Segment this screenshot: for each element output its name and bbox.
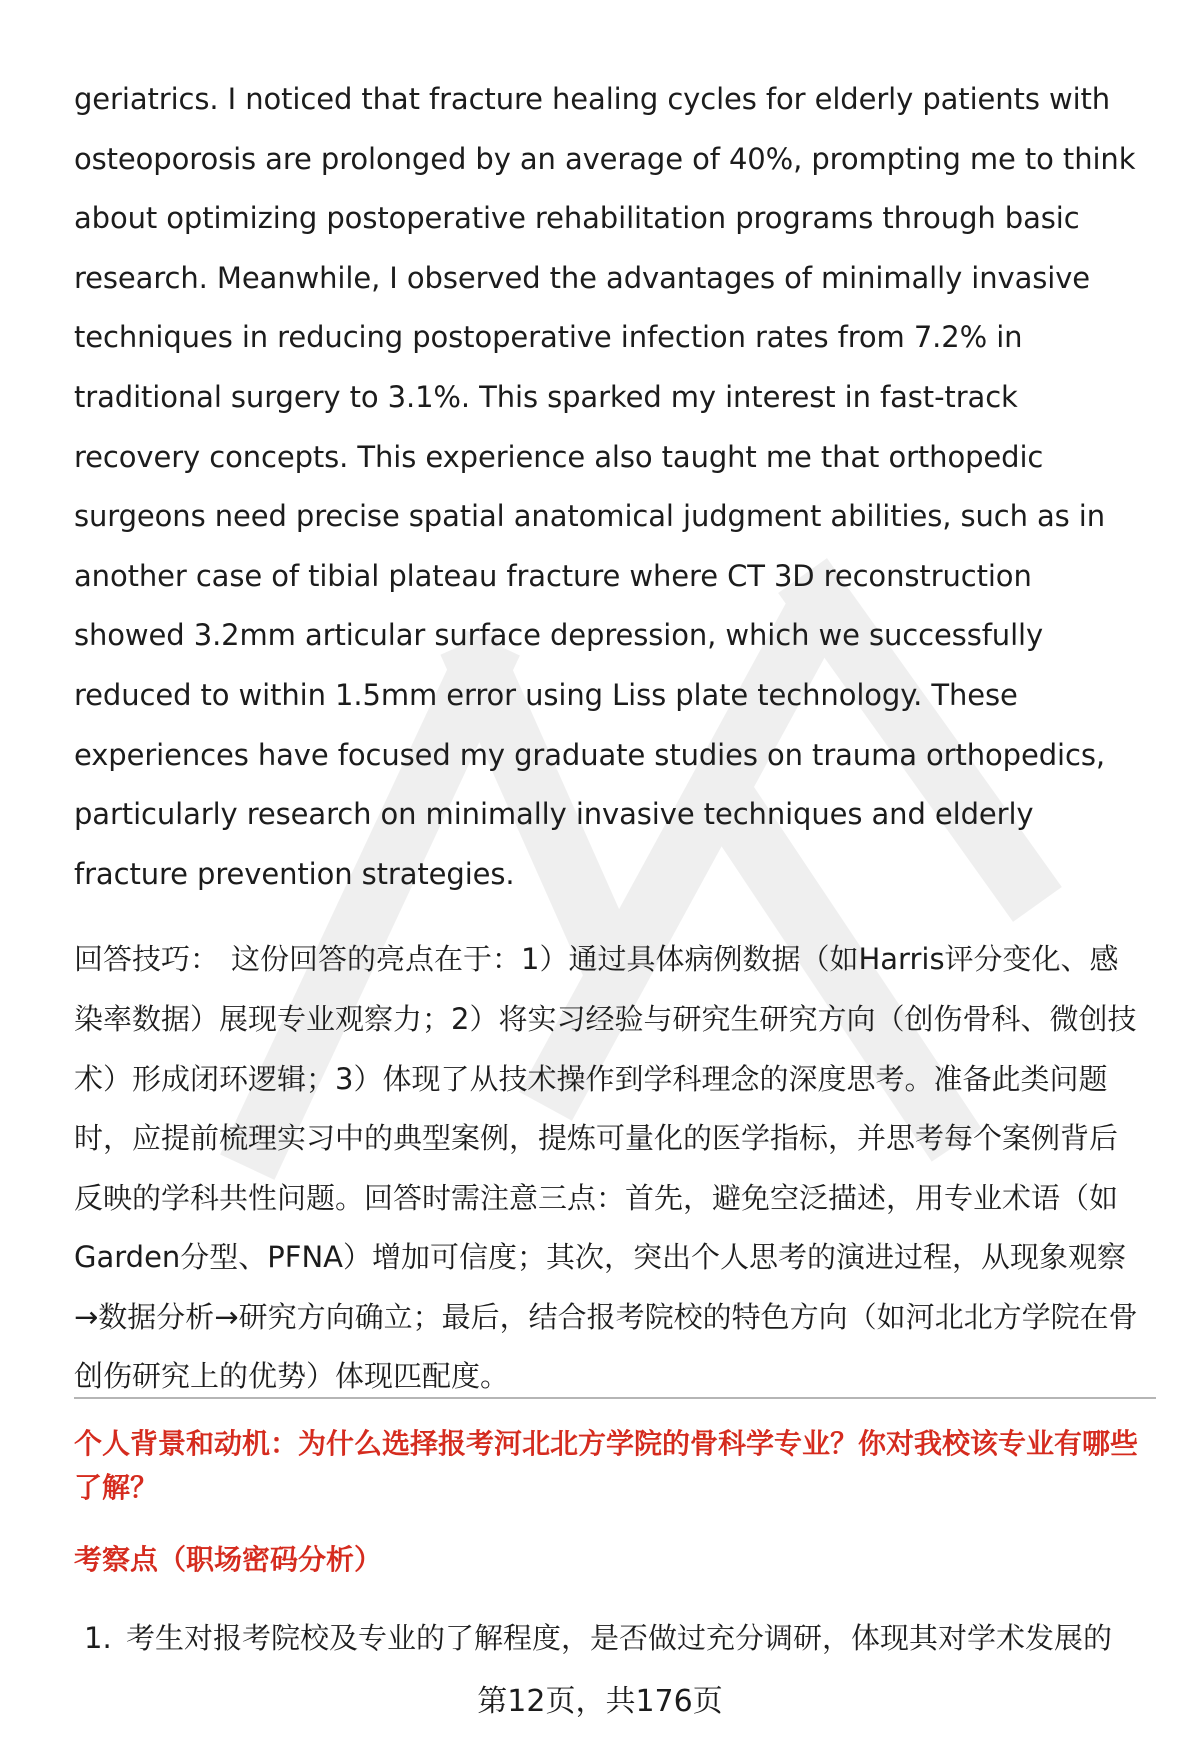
tips-label: 回答技巧：	[74, 942, 220, 977]
list-item-text: 考生对报考院校及专业的了解程度，是否做过充分调研，体现其对学术发展的	[126, 1621, 1113, 1655]
answer-tips	[74, 930, 1144, 1407]
assessment-list	[84, 1616, 1164, 1660]
list-item	[84, 1616, 1164, 1660]
assessment-subheading: 考察点（职场密码分析）	[74, 1543, 383, 1576]
tips-text: 这份回答的亮点在于：1）通过具体病例数据（如Harris评分变化、感染率数据）展现专业观察力；2）将实习经验与研究生研究方向（创伤骨科、微创技术）形成闭环逻辑；3）体现了从技术操作到学科理念的深度思考。准备此类问题时，应提前梳理实习中的典型案例，提炼可量化的医学指标，并思考每个案例背后反映的学科共性问题。回答时需注意三点：首先，避免空泛描述，用专业术语（如Garden分型、PFNA）增加可信度；其次，突出个人思考的演进过程，从现象观察→数据分析→研究方向确立；最后，结合报考院校的特色方向（如河北北方学院在骨创伤研究上的优势）体现匹配度。	[74, 942, 1138, 1394]
section-divider	[74, 1397, 1156, 1399]
question-title: 个人背景和动机：为什么选择报考河北北方学院的骨科学专业？你对我校该专业有哪些了解？	[74, 1427, 1139, 1504]
page-footer: 第12页，共176页	[477, 1684, 723, 1719]
answer-paragraph: geriatrics. I noticed that fracture healing cycles for elderly patients with osteoporosis are prolonged by an average of 40%, prompting me to think about optimizing postoperative rehabilitation programs through basic research. Meanwhile, I observed the advantages of minimally invasive techniques in reducing postoperative infection rates from 7.2% in traditional surgery to 3.1%. This sparked my interest in fast-track recovery concepts. This experience also taught me that orthopedic surgeons need precise spatial anatomical judgment abilities, such as in another case of tibial plateau fracture where CT 3D reconstruction showed 3.2mm articular surface depression, which we successfully reduced to within 1.5mm error using Liss plate technology. These experiences have focused my graduate studies on trauma orthopedics, particularly research on minimally invasive techniques and elderly fracture prevention strategies.	[74, 82, 1136, 891]
list-item-number: 1.	[84, 1621, 112, 1655]
page-content	[74, 70, 1144, 1407]
